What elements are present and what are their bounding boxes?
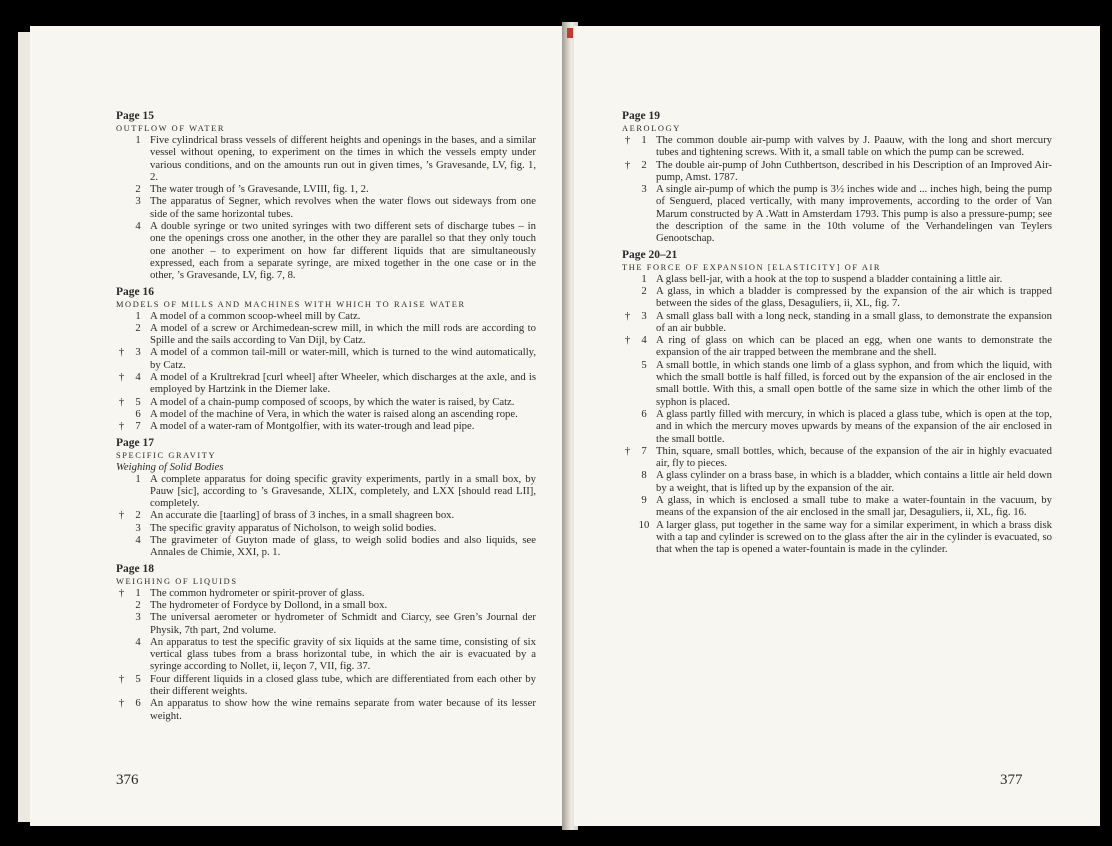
item-number: 7 <box>135 420 141 433</box>
item-text: A single air-pump of which the pump is 3½ inches wide and ... inches high, being the pump of Senguerd, placed vertically, with many improvements, according to the order of Van Marum constructed by A .Watt in Amsterdam 1793. This pump is also a pressure-pump; see the description of the same in the 10th volume of the Verhandelingen van Teylers Genootschap. <box>656 183 1052 245</box>
item-number: 2 <box>135 183 141 196</box>
catalogue-item <box>622 519 1052 556</box>
catalogue-item <box>116 697 536 722</box>
catalogue-item <box>622 183 1052 244</box>
item-number: 3 <box>135 611 141 624</box>
item-text: A model of a chain-pump composed of scoops, by which the water is raised, by Catz. <box>150 395 515 408</box>
item-number: 2 <box>641 158 647 171</box>
item-number: 6 <box>135 697 141 710</box>
page-number-left: 376 <box>116 772 139 788</box>
item-number: 6 <box>641 407 647 420</box>
section-page-ref: Page 15 <box>116 110 155 122</box>
section-heading: SPECIFIC GRAVITY <box>116 450 217 460</box>
dagger-mark: † <box>118 509 125 522</box>
catalogue-item <box>116 396 536 408</box>
item-number: 1 <box>135 309 141 322</box>
item-text: A model of a screw or Archimedean-screw mill, in which the mill rods are according to Spille and the sails according to Van Dijl, by Catz. <box>150 321 536 347</box>
section-page-ref: Page 16 <box>116 285 155 298</box>
dagger-mark: † <box>118 586 125 599</box>
catalogue-item <box>116 134 536 183</box>
item-number: 2 <box>135 509 141 522</box>
section-heading: AEROLOGY <box>622 124 681 133</box>
item-number: 1 <box>641 272 647 285</box>
item-number: 3 <box>135 346 141 359</box>
dagger-mark: † <box>624 444 631 457</box>
item-number: 4 <box>135 220 141 233</box>
item-number: 4 <box>135 635 141 648</box>
catalogue-item <box>116 420 536 432</box>
item-number: 10 <box>638 518 650 531</box>
item-text: The hydrometer of Fordyce by Dollond, in a small box. <box>150 598 388 611</box>
section-heading: MODELS OF MILLS AND MACHINES WITH WHICH TO RAISE WATER <box>116 299 466 309</box>
section-page-ref: Page 17 <box>116 436 155 449</box>
section-page-ref: Page 20–21 <box>622 248 678 261</box>
item-text: A model of the machine of Vera, in which the water is raised along an ascending rope. <box>150 407 518 420</box>
dagger-mark: † <box>624 134 631 146</box>
item-number: 2 <box>135 598 141 611</box>
catalogue-item <box>116 587 536 599</box>
catalogue-item <box>116 371 536 396</box>
item-text: An accurate die [taarling] of brass of 3 inches, in a small shagreen box. <box>150 509 455 522</box>
catalogue-item <box>622 134 1052 159</box>
dagger-mark: † <box>118 697 125 710</box>
item-number: 3 <box>641 309 647 322</box>
item-text: A glass, in which is enclosed a small tube to make a water-fountain in the vacuum, by means of the expansion of the air enclosed in the small jar, Desaguliers, ii, XL, fig. 16. <box>656 494 1052 519</box>
catalogue-item <box>116 636 536 673</box>
catalogue-item <box>622 408 1052 445</box>
item-text: A glass, in which a bladder is compressed by the expansion of the air which is trapped between the sides of the glass, Desaguliers, ii, XL, fig. 7. <box>656 284 1052 310</box>
catalogue-item <box>622 469 1052 494</box>
catalogue-item <box>622 273 1052 285</box>
item-number: 8 <box>641 469 647 482</box>
item-number: 5 <box>641 358 647 371</box>
catalogue-item <box>116 408 536 420</box>
catalogue-item <box>116 346 536 371</box>
item-text: A glass partly filled with mercury, in which is placed a glass tube, which is open at the top, and in which the mercury moves upwards by means of the expansion of the air enclosed in the small bottle. <box>656 407 1052 445</box>
item-text: The universal aerometer or hydrometer of Schmidt and Ciarcy, see Gren’s Journal der Physik, 7th part, 2nd volume. <box>150 611 536 636</box>
catalogue-item <box>622 159 1052 184</box>
left-page-text <box>116 106 536 722</box>
catalogue-item <box>116 322 536 347</box>
item-text: A small bottle, in which stands one limb of a glass syphon, and from which the liquid, with which the small bottle is half filled, is forced out by the expansion of the air enclosed in the small bottle. With this, a small open bottle of the same size in which the other limb of the syphon is placed. <box>656 358 1052 408</box>
item-number: 1 <box>135 134 141 146</box>
bookmark-ribbon <box>567 28 573 38</box>
item-text: A complete apparatus for doing specific gravity experiments, partly in a small box, by Pauw [sic], according to ’s Gravesande, XLIX, completely, and LXX [should read LII], completely. <box>150 472 536 510</box>
dagger-mark: † <box>118 420 125 433</box>
item-text: A model of a common tail-mill or water-mill, which is turned to the wind automatically, by Catz. <box>150 346 536 371</box>
dagger-mark: † <box>624 309 631 322</box>
catalogue-item <box>116 183 536 195</box>
item-number: 1 <box>641 134 647 146</box>
section-subheading: Weighing of Solid Bodies <box>116 460 224 473</box>
catalogue-item <box>116 473 536 510</box>
right-page-text <box>622 106 1052 556</box>
left-page <box>30 26 566 826</box>
item-number: 7 <box>641 444 647 457</box>
item-number: 1 <box>135 586 141 599</box>
item-number: 1 <box>135 472 141 485</box>
catalogue-item <box>116 599 536 611</box>
item-text: A glass bell-jar, with a hook at the top to suspend a bladder containing a little air. <box>656 272 1003 285</box>
item-text: A model of a common scoop-wheel mill by Catz. <box>150 309 361 322</box>
dagger-mark: † <box>118 371 125 384</box>
item-text: A model of a water-ram of Montgolfier, with its water-trough and lead pipe. <box>150 420 475 433</box>
item-number: 5 <box>135 395 141 408</box>
item-text: Four different liquids in a closed glass tube, which are differentiated from each other by their different weights. <box>150 672 536 697</box>
item-text: A larger glass, put together in the same way for a similar experiment, in which a brass disk with a tap and cylinder is screwed on to the glass after the air in the cylinder is evacuated, so that when the tap is opened a water-fountain is made in the cylinder. <box>656 518 1052 556</box>
item-text: A glass cylinder on a brass base, in which is a bladder, which contains a little air held down by a weight, that is lifted up by the expansion of the air. <box>656 469 1052 494</box>
item-number: 3 <box>135 195 141 208</box>
item-text: A model of a Krultrekrad [curl wheel] after Wheeler, which discharges at the axle, and is employed by Hartzink in the Diemer lake. <box>150 371 536 396</box>
catalogue-item <box>622 334 1052 359</box>
section-heading: WEIGHING OF LIQUIDS <box>116 576 238 586</box>
item-text: The common hydrometer or spirit-prover of glass. <box>150 586 365 599</box>
catalogue-item <box>116 310 536 322</box>
dagger-mark: † <box>624 158 631 171</box>
dagger-mark: † <box>118 346 125 359</box>
item-number: 9 <box>641 494 647 507</box>
section-page-ref: Page 19 <box>622 110 661 122</box>
item-number: 2 <box>135 321 141 334</box>
item-text: An apparatus to show how the wine remains separate from water because of its lesser weight. <box>150 697 536 722</box>
item-text: The double air-pump of John Cuthbertson, described in his Description of an Improved Air-pump, Amst. 1787. <box>656 158 1052 183</box>
section-heading: OUTFLOW OF WATER <box>116 124 226 133</box>
item-text: A small glass ball with a long neck, standing in a small glass, to demonstrate the expansion of an air bubble. <box>656 309 1052 334</box>
dagger-mark: † <box>118 395 125 408</box>
catalogue-item <box>116 522 536 534</box>
catalogue-item <box>116 534 536 559</box>
item-text: A ring of glass on which can be placed an egg, when one wants to demonstrate the expansion of the air trapped between the membrane and the shell. <box>656 334 1052 359</box>
item-number: 4 <box>135 371 141 384</box>
item-text: The common double air-pump with valves by J. Paauw, with the long and short mercury tubes and tightening screws. With it, a small table on which the pump can be screwed. <box>656 134 1052 159</box>
catalogue-item <box>116 220 536 281</box>
dagger-mark: † <box>118 672 125 685</box>
dagger-mark: † <box>624 334 631 347</box>
right-page <box>574 26 1100 826</box>
item-text: The specific gravity apparatus of Nicholson, to weigh solid bodies. <box>150 521 437 534</box>
catalogue-item <box>622 445 1052 470</box>
item-number: 6 <box>135 407 141 420</box>
item-number: 3 <box>135 521 141 534</box>
catalogue-item <box>116 195 536 220</box>
catalogue-item <box>622 310 1052 335</box>
catalogue-item <box>116 673 536 698</box>
item-number: 2 <box>641 284 647 297</box>
item-text: The water trough of ’s Gravesande, LVIII, fig. 1, 2. <box>150 183 369 196</box>
catalogue-item <box>116 509 536 521</box>
item-text: Five cylindrical brass vessels of different heights and openings in the bases, and a similar vessel without opening, to experiment on the times in which the vessels empty under various conditions, and on the amounts run out in given times, ’s Gravesande, LV, fig. 1, 2. <box>150 134 536 183</box>
item-number: 4 <box>641 334 647 347</box>
catalogue-item <box>622 285 1052 310</box>
item-text: Thin, square, small bottles, which, because of the expansion of the air in highly evacuated air, fly to pieces. <box>656 444 1052 470</box>
section-page-ref: Page 18 <box>116 562 155 575</box>
section-heading: THE FORCE OF EXPANSION [ELASTICITY] OF AIR <box>622 262 882 272</box>
item-number: 4 <box>135 534 141 547</box>
item-text: The gravimeter of Guyton made of glass, to weigh solid bodies and also liquids, see Annales de Chimie, XXI, p. 1. <box>150 534 536 559</box>
page-number-right: 377 <box>1000 772 1023 788</box>
catalogue-item <box>116 611 536 636</box>
catalogue-item <box>622 359 1052 408</box>
item-text: An apparatus to test the specific gravity of six liquids at the same time, consisting of six vertical glass tubes from a brass horizontal tube, in which the air is evacuated by a syringe according to Nollet, ii, leçon 7, VII, fig. 37. <box>150 635 536 673</box>
open-book <box>14 12 1100 834</box>
item-text: The apparatus of Segner, which revolves when the water flows out sideways from one side of the same horizontal tubes. <box>150 195 536 220</box>
item-number: 3 <box>641 183 647 196</box>
catalogue-item <box>622 494 1052 519</box>
item-number: 5 <box>135 672 141 685</box>
item-text: A double syringe or two united syringes with two different sets of discharge tubes – in one the openings cross one another, in the other they are parallel so that they only touch one another – to experiment on how far different liquids that are simultaneously expressed, each from a separate syringe, are mixed together in the one case or in the other, ’s Gravesande, LV, fig. 7, 8. <box>150 220 536 282</box>
